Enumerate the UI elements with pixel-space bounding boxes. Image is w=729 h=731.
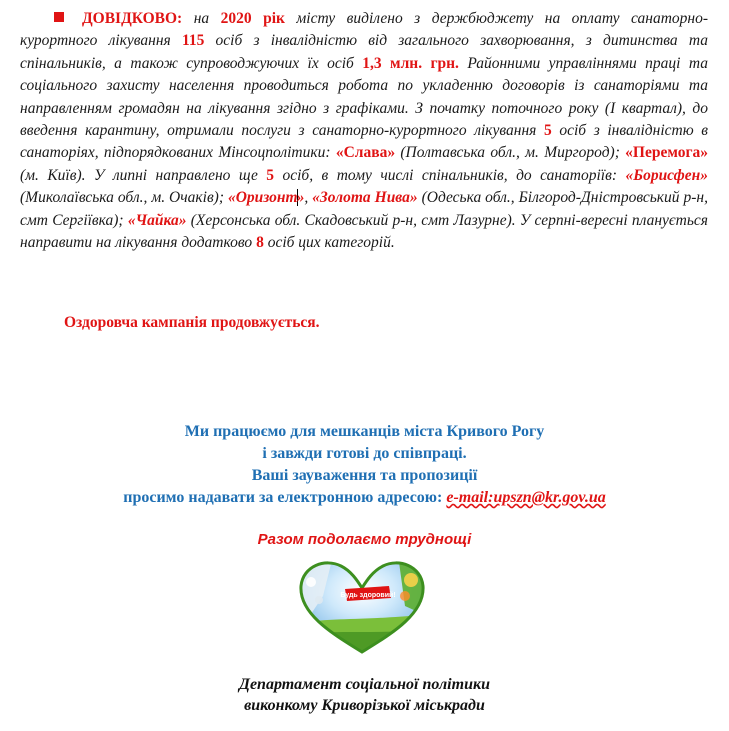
sanatorium-zolota-nyva: «Золота Нива» [312, 189, 418, 207]
campaign-status: Оздоровча кампанія продовжується. [64, 314, 320, 331]
sanatorium-peremoha: «Перемога» [625, 144, 708, 162]
department-line-1: Департамент соціальної політики [239, 676, 490, 693]
info-paragraph: ДОВІДКОВО: на 2020 рік місту виділено з держбюджету на оплату санаторно-курортного лікування 115 осіб з інвалідністю від загального захворювання, з дитинства та спінальників, а також супроводжуючих їх осіб 1,3 млн. грн. Районними управліннями праці та соціального захисту населення проводиться робота по укладенню договорів із санаторіями та направленням громадян на лікування згідно з графіками. З початку поточного року (I квартал), до введення карантину, отримали послуги з санаторно-курортного лікування 5 осіб з інвалідністю в санаторіях, підпорядкованих Мінсоцполітики: «Слава» (Полтавська обл., м. Миргород); «Перемога» (м. Київ). У липні направлено ще 5 осіб, в тому числі спінальників, до санаторіїв: «Борисфен» (Миколаївська обл., м. Очаків); «Оризонт», «Золота Нива» (Одеська обл., Білгород-Дністровський р-н, смт Сергіївка); «Чайка» (Херсонська обл. Скадовський р-н, смт Лазурне). У серпні-вересні планується направити на лікування додатково 8 осіб цих категорій. [20, 10, 709, 252]
sanatorium-oryzont: «Оризонт» [227, 189, 305, 207]
count-q1: 5 [543, 122, 552, 140]
count-persons: 115 [181, 32, 205, 50]
count-july: 5 [266, 166, 275, 184]
contact-line-1: Ми працюємо для мешканців міста Кривого Рогу [184, 423, 545, 440]
amount: 1,3 млн. грн. [362, 54, 459, 72]
heart-nature-icon [293, 556, 431, 656]
contact-line-2: і завжди готові до співпраці. [262, 445, 467, 462]
contact-block [0, 421, 729, 509]
sanatorium-slava: «Слава» [335, 144, 396, 162]
sanatorium-chaika: «Чайка» [127, 211, 187, 229]
count-planned: 8 [256, 234, 264, 252]
year: 2020 рік [220, 10, 285, 27]
square-bullet-icon [54, 12, 64, 22]
email-link[interactable]: e-mail:upszn@kr.gov.ua [446, 489, 606, 506]
info-heading: ДОВІДКОВО: [82, 10, 183, 27]
slogan: Разом подолаємо труднощі [257, 531, 472, 548]
contact-line-3: Ваші зауваження та пропозиції [251, 467, 478, 484]
emblem-banner-text: Будь здоровий! [340, 592, 396, 599]
contact-line-4: просимо надавати за електронною адресою: e-mail:upszn@kr.gov.ua [123, 489, 606, 506]
sanatorium-borysfen: «Борисфен» [625, 166, 709, 184]
department-signature [0, 674, 729, 716]
department-line-2: виконкому Криворізької міськради [244, 697, 485, 714]
